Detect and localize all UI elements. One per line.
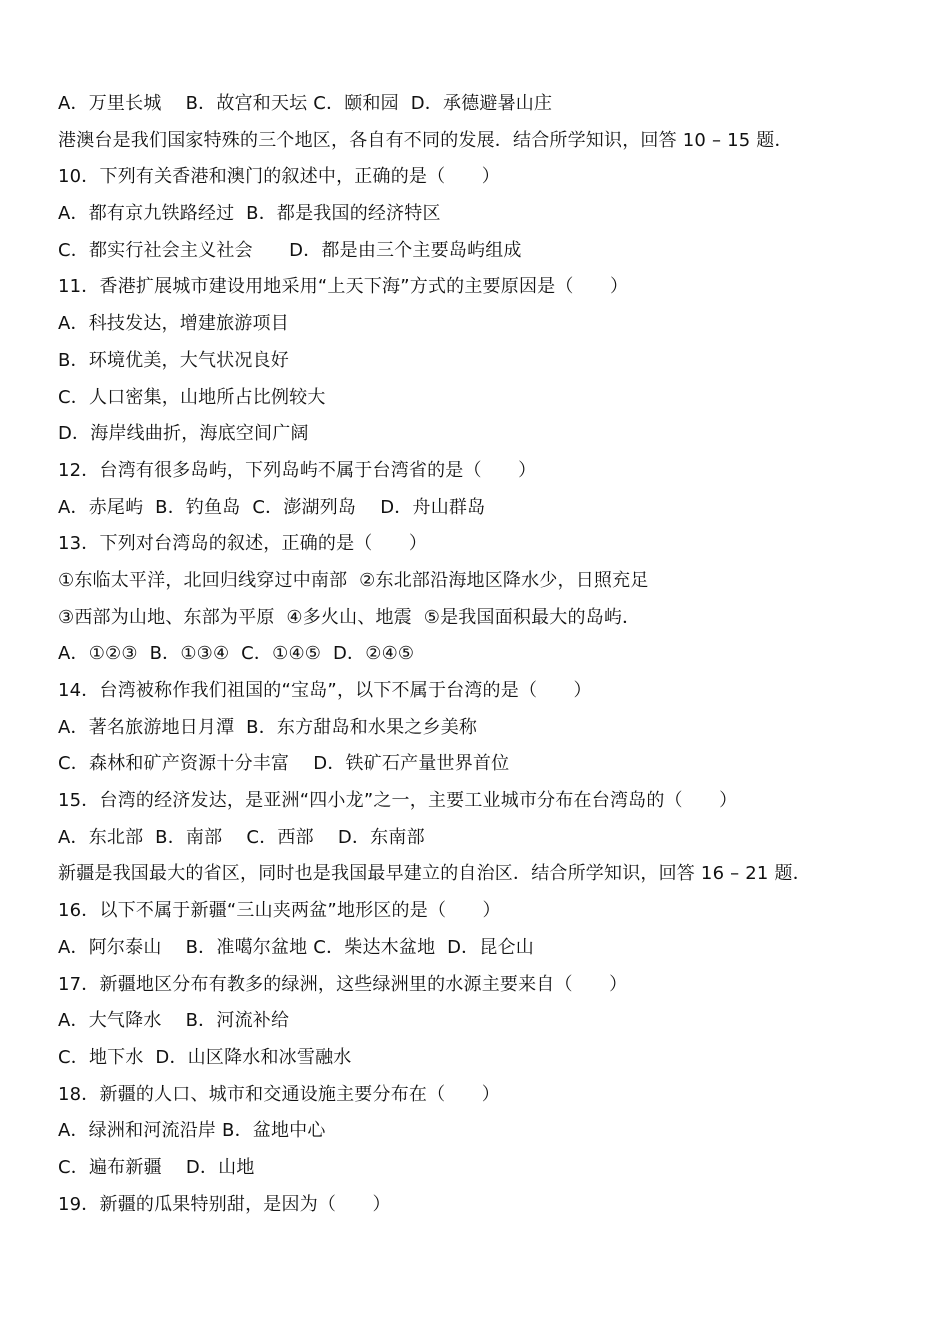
question-15-options: A．东北部 B．南部 C．西部 D．东南部 — [58, 826, 425, 848]
question-18: 18．新疆的人口、城市和交通设施主要分布在（ ） — [58, 1083, 500, 1105]
question-14: 14．台湾被称作我们祖国的“宝岛”，以下不属于台湾的是（ ） — [58, 680, 592, 701]
question-16-options: A．阿尔泰山 B．准噶尔盆地 C．柴达木盆地 D．昆仑山 — [58, 936, 534, 958]
question-13-statements-1: ①东临太平洋，北回归线穿过中南部 ②东北部沿海地区降水少，日照充足 — [58, 569, 649, 591]
question-14-options-cd: C．森林和矿产资源十分丰富 D．铁矿石产量世界首位 — [58, 753, 510, 775]
question-10-options-ab: A．都有京九铁路经过 B．都是我国的经济特区 — [58, 203, 441, 225]
question-12-options: A．赤尾屿 B．钓鱼岛 C．澎湖列岛 D．舟山群岛 — [58, 496, 486, 518]
question-19: 19．新疆的瓜果特别甜，是因为（ ） — [58, 1193, 391, 1215]
question-12: 12．台湾有很多岛屿，下列岛屿不属于台湾省的是（ ） — [58, 459, 537, 481]
question-15: 15．台湾的经济发达，是亚洲“四小龙”之一，主要工业城市分布在台湾岛的（ ） — [58, 790, 738, 812]
answer-options-q9: A．万里长城 B．故宫和天坛 C．颐和园 D．承德避暑山庄 — [58, 93, 553, 114]
question-18-options-cd: C．遍布新疆 D．山地 — [58, 1156, 255, 1178]
question-13: 13．下列对台湾岛的叙述，正确的是（ ） — [58, 533, 428, 555]
question-14-options-ab: A．著名旅游地日月潭 B．东方甜岛和水果之乡美称 — [58, 716, 478, 738]
question-18-options-ab: A．绿洲和河流沿岸 B．盆地中心 — [58, 1120, 326, 1142]
question-11-option-c: C．人口密集，山地所占比例较大 — [58, 386, 326, 408]
question-13-statements-2: ③西部为山地、东部为平原 ④多火山、地震 ⑤是我国面积最大的岛屿． — [58, 606, 641, 628]
question-10: 10．下列有关香港和澳门的叙述中，正确的是（ ） — [58, 166, 500, 188]
section-intro-xinjiang: 新疆是我国最大的省区，同时也是我国最早建立的自治区．结合所学知识，回答 16 – 21 题． — [58, 863, 811, 885]
question-16: 16．以下不属于新疆“三山夹两盆”地形区的是（ ） — [58, 900, 501, 922]
section-intro-hk-macau-taiwan: 港澳台是我们国家特殊的三个地区，各自有不同的发展．结合所学知识，回答 10 – 15 题． — [58, 129, 793, 151]
document-page — [58, 86, 908, 1223]
question-17: 17．新疆地区分布有教多的绿洲，这些绿洲里的水源主要来自（ ） — [58, 973, 628, 995]
question-17-options-cd: C．地下水 D．山区降水和冰雪融水 — [58, 1046, 352, 1068]
question-11-option-b: B．环境优美，大气状况良好 — [58, 349, 289, 371]
question-10-options-cd: C．都实行社会主义社会 D．都是由三个主要岛屿组成 — [58, 239, 522, 261]
question-11: 11．香港扩展城市建设用地采用“上天下海”方式的主要原因是（ ） — [58, 276, 629, 298]
question-17-options-ab: A．大气降水 B．河流补给 — [58, 1010, 290, 1032]
question-13-options: A．①②③ B．①③④ C．①④⑤ D．②④⑤ — [58, 643, 415, 665]
question-11-option-d: D．海岸线曲折，海底空间广阔 — [58, 423, 309, 445]
question-11-option-a: A．科技发达，增建旅游项目 — [58, 313, 289, 335]
